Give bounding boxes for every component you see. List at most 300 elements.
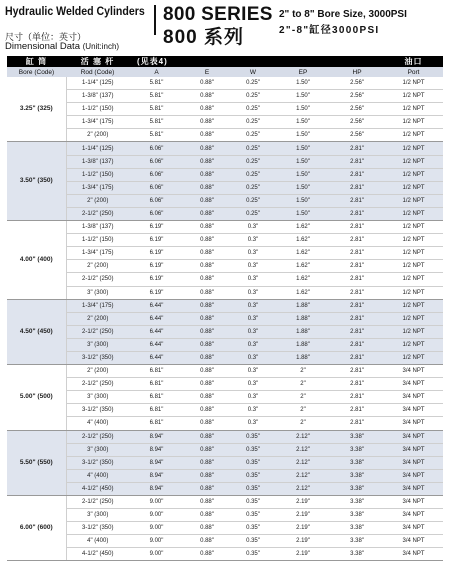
spec-subtitle-en: 2" to 8" Bore Size, 3000PSI	[279, 9, 407, 20]
cell-rod: 2" (200)	[66, 194, 129, 207]
cell-w: 0.3"	[230, 325, 276, 338]
cell-e: 0.88"	[184, 221, 230, 234]
cell-ep: 2"	[276, 365, 330, 378]
cell-rod: 2" (200)	[66, 260, 129, 273]
cell-rod: 4" (400)	[66, 469, 129, 482]
cell-a: 6.06"	[129, 181, 184, 194]
cell-hp: 2.81"	[330, 365, 384, 378]
table-row	[7, 103, 443, 116]
cell-w: 0.25"	[230, 129, 276, 142]
cell-hp: 3.38"	[330, 430, 384, 443]
table-row	[7, 456, 443, 469]
table-row	[7, 482, 443, 495]
cell-a: 6.81"	[129, 417, 184, 430]
cell-ep: 1.88"	[276, 325, 330, 338]
cell-hp: 2.81"	[330, 247, 384, 260]
cell-a: 6.81"	[129, 404, 184, 417]
cell-e: 0.88"	[184, 103, 230, 116]
cell-rod: 1-1/2" (150)	[66, 234, 129, 247]
spec-subtitle-cn: 2"-8"缸径3000PSI	[279, 25, 380, 36]
cell-e: 0.88"	[184, 417, 230, 430]
table-row	[7, 234, 443, 247]
cell-e: 0.88"	[184, 129, 230, 142]
cell-a: 6.19"	[129, 286, 184, 299]
cell-port: 1/2 NPT	[384, 168, 443, 181]
unit-label-en-main: Dimensional Data	[5, 41, 80, 52]
cell-ep: 2.12"	[276, 482, 330, 495]
table-row	[7, 260, 443, 273]
table-row	[7, 286, 443, 299]
cell-port: 1/2 NPT	[384, 181, 443, 194]
cell-port: 3/4 NPT	[384, 482, 443, 495]
table-row	[7, 417, 443, 430]
cell-a: 6.06"	[129, 207, 184, 220]
column-header-hp: HP	[330, 67, 384, 77]
cell-rod: 2-1/2" (250)	[66, 325, 129, 338]
cell-a: 6.44"	[129, 325, 184, 338]
cell-a: 6.06"	[129, 194, 184, 207]
cell-rod: 1-1/4" (125)	[66, 142, 129, 155]
cell-port: 1/2 NPT	[384, 312, 443, 325]
table-row	[7, 351, 443, 364]
cell-rod: 2-1/2" (250)	[66, 496, 129, 509]
cell-a: 5.81"	[129, 116, 184, 129]
cell-ep: 2.19"	[276, 548, 330, 561]
cell-hp: 2.81"	[330, 168, 384, 181]
cell-a: 6.06"	[129, 168, 184, 181]
table-row	[7, 181, 443, 194]
column-header-rod: Rod (Code)	[66, 67, 129, 77]
cell-w: 0.35"	[230, 535, 276, 548]
cell-port: 1/2 NPT	[384, 273, 443, 286]
cell-port: 1/2 NPT	[384, 221, 443, 234]
cell-w: 0.35"	[230, 430, 276, 443]
cell-e: 0.88"	[184, 260, 230, 273]
cell-bore: 5.50" (550)	[7, 430, 66, 495]
cell-rod: 2-1/2" (250)	[66, 273, 129, 286]
cell-hp: 3.38"	[330, 482, 384, 495]
cell-ep: 2.12"	[276, 430, 330, 443]
cell-bore: 3.25" (325)	[7, 77, 66, 142]
column-header-a: A	[129, 67, 184, 77]
cell-hp: 2.81"	[330, 181, 384, 194]
cell-hp: 2.56"	[330, 103, 384, 116]
table-row	[7, 338, 443, 351]
cell-hp: 3.38"	[330, 509, 384, 522]
cell-port: 1/2 NPT	[384, 194, 443, 207]
table-row	[7, 430, 443, 443]
cell-bore: 5.00" (500)	[7, 365, 66, 430]
table-row	[7, 207, 443, 220]
cell-rod: 3-1/2" (350)	[66, 404, 129, 417]
cell-e: 0.88"	[184, 522, 230, 535]
cell-w: 0.25"	[230, 103, 276, 116]
table-row	[7, 155, 443, 168]
cell-w: 0.25"	[230, 181, 276, 194]
table-row	[7, 404, 443, 417]
cell-a: 8.94"	[129, 482, 184, 495]
table-row	[7, 365, 443, 378]
cell-a: 6.44"	[129, 312, 184, 325]
table-row	[7, 469, 443, 482]
cell-ep: 1.62"	[276, 221, 330, 234]
cell-w: 0.25"	[230, 155, 276, 168]
cell-port: 1/2 NPT	[384, 299, 443, 312]
cell-a: 6.81"	[129, 378, 184, 391]
cell-ep: 1.50"	[276, 181, 330, 194]
cell-hp: 3.38"	[330, 469, 384, 482]
cell-hp: 2.56"	[330, 77, 384, 90]
cell-a: 6.44"	[129, 299, 184, 312]
column-header-bore: Bore (Code)	[7, 67, 66, 77]
table-row	[7, 535, 443, 548]
cell-e: 0.88"	[184, 325, 230, 338]
cell-e: 0.88"	[184, 548, 230, 561]
cell-ep: 1.88"	[276, 351, 330, 364]
cell-a: 6.19"	[129, 260, 184, 273]
cell-port: 3/4 NPT	[384, 417, 443, 430]
cell-rod: 3" (300)	[66, 509, 129, 522]
cell-rod: 1-3/8" (137)	[66, 90, 129, 103]
cell-hp: 2.81"	[330, 325, 384, 338]
cell-e: 0.88"	[184, 365, 230, 378]
cell-port: 1/2 NPT	[384, 247, 443, 260]
cell-a: 6.44"	[129, 351, 184, 364]
cell-rod: 1-3/8" (137)	[66, 155, 129, 168]
cell-ep: 1.88"	[276, 312, 330, 325]
cell-ep: 2"	[276, 404, 330, 417]
table-row	[7, 116, 443, 129]
cell-hp: 2.81"	[330, 338, 384, 351]
cell-hp: 2.81"	[330, 207, 384, 220]
column-header-port: Port	[384, 67, 443, 77]
cell-a: 6.44"	[129, 338, 184, 351]
cell-w: 0.3"	[230, 378, 276, 391]
cell-port: 3/4 NPT	[384, 391, 443, 404]
cell-port: 3/4 NPT	[384, 509, 443, 522]
cell-e: 0.88"	[184, 286, 230, 299]
cell-e: 0.88"	[184, 378, 230, 391]
cell-bore: 4.50" (450)	[7, 299, 66, 364]
cell-rod: 3" (300)	[66, 338, 129, 351]
cell-w: 0.35"	[230, 522, 276, 535]
cell-port: 1/2 NPT	[384, 129, 443, 142]
cell-port: 3/4 NPT	[384, 548, 443, 561]
cell-port: 3/4 NPT	[384, 522, 443, 535]
cn-header-rod-note: (见表4)	[129, 56, 384, 67]
cell-ep: 2.19"	[276, 522, 330, 535]
cell-e: 0.88"	[184, 509, 230, 522]
cell-e: 0.88"	[184, 312, 230, 325]
cell-hp: 2.56"	[330, 90, 384, 103]
cell-port: 3/4 NPT	[384, 443, 443, 456]
cell-rod: 4" (400)	[66, 535, 129, 548]
cell-e: 0.88"	[184, 430, 230, 443]
cell-port: 3/4 NPT	[384, 430, 443, 443]
table-row	[7, 129, 443, 142]
cell-port: 3/4 NPT	[384, 456, 443, 469]
table-row	[7, 299, 443, 312]
unit-label-en-small: (Unit:inch)	[82, 42, 120, 51]
table-row	[7, 90, 443, 103]
cell-ep: 1.50"	[276, 168, 330, 181]
cell-port: 1/2 NPT	[384, 325, 443, 338]
cell-port: 1/2 NPT	[384, 142, 443, 155]
cell-ep: 2"	[276, 378, 330, 391]
cell-w: 0.3"	[230, 312, 276, 325]
cell-ep: 1.62"	[276, 286, 330, 299]
cell-hp: 3.38"	[330, 522, 384, 535]
cell-hp: 2.81"	[330, 221, 384, 234]
dimension-table	[7, 56, 443, 561]
table-row	[7, 312, 443, 325]
cell-w: 0.3"	[230, 351, 276, 364]
cell-a: 9.00"	[129, 496, 184, 509]
cell-ep: 1.50"	[276, 129, 330, 142]
cell-e: 0.88"	[184, 351, 230, 364]
cell-w: 0.25"	[230, 168, 276, 181]
cell-a: 6.19"	[129, 273, 184, 286]
series-title-cn: 800 系列	[163, 27, 244, 48]
table-row	[7, 221, 443, 234]
cell-rod: 1-3/4" (175)	[66, 299, 129, 312]
cell-e: 0.88"	[184, 338, 230, 351]
cn-header-bore: 缸 筒	[7, 56, 66, 67]
cell-a: 8.94"	[129, 469, 184, 482]
cn-header-port: 油口	[384, 56, 443, 67]
cell-w: 0.3"	[230, 286, 276, 299]
cell-rod: 3-1/2" (350)	[66, 351, 129, 364]
cell-rod: 4" (400)	[66, 417, 129, 430]
cell-e: 0.88"	[184, 391, 230, 404]
cell-w: 0.3"	[230, 338, 276, 351]
cell-a: 5.81"	[129, 90, 184, 103]
cell-a: 6.19"	[129, 221, 184, 234]
table-row	[7, 443, 443, 456]
cell-hp: 2.81"	[330, 260, 384, 273]
cell-hp: 2.81"	[330, 273, 384, 286]
cell-a: 6.06"	[129, 142, 184, 155]
cell-port: 1/2 NPT	[384, 116, 443, 129]
cell-port: 3/4 NPT	[384, 404, 443, 417]
cell-rod: 3" (300)	[66, 391, 129, 404]
column-header-row	[7, 67, 443, 77]
cell-rod: 1-3/4" (175)	[66, 247, 129, 260]
cell-ep: 2.12"	[276, 443, 330, 456]
cell-port: 3/4 NPT	[384, 469, 443, 482]
cell-port: 1/2 NPT	[384, 260, 443, 273]
cell-a: 9.00"	[129, 548, 184, 561]
cell-ep: 1.50"	[276, 90, 330, 103]
cell-a: 6.06"	[129, 155, 184, 168]
cell-w: 0.25"	[230, 116, 276, 129]
cell-rod: 1-1/2" (150)	[66, 168, 129, 181]
cell-e: 0.88"	[184, 234, 230, 247]
cell-e: 0.88"	[184, 142, 230, 155]
cell-a: 5.81"	[129, 77, 184, 90]
cell-bore: 4.00" (400)	[7, 221, 66, 300]
cell-hp: 3.38"	[330, 548, 384, 561]
cell-hp: 3.38"	[330, 496, 384, 509]
unit-label-cn: 尺寸（单位：英寸）	[5, 32, 87, 42]
cell-port: 3/4 NPT	[384, 496, 443, 509]
table-row	[7, 548, 443, 561]
cell-a: 5.81"	[129, 129, 184, 142]
cell-ep: 2.19"	[276, 535, 330, 548]
cell-e: 0.88"	[184, 469, 230, 482]
cell-w: 0.35"	[230, 548, 276, 561]
cell-port: 1/2 NPT	[384, 351, 443, 364]
brand-title: Hydraulic Welded Cylinders	[5, 6, 145, 18]
cell-bore: 3.50" (350)	[7, 142, 66, 221]
cell-e: 0.88"	[184, 404, 230, 417]
cell-ep: 2"	[276, 391, 330, 404]
cell-rod: 1-3/8" (137)	[66, 221, 129, 234]
cell-port: 3/4 NPT	[384, 535, 443, 548]
cell-e: 0.88"	[184, 194, 230, 207]
cell-e: 0.88"	[184, 90, 230, 103]
cell-ep: 1.50"	[276, 155, 330, 168]
cell-w: 0.3"	[230, 417, 276, 430]
cell-w: 0.25"	[230, 90, 276, 103]
cell-hp: 2.81"	[330, 312, 384, 325]
cell-ep: 2.19"	[276, 496, 330, 509]
cell-w: 0.25"	[230, 207, 276, 220]
cell-w: 0.25"	[230, 142, 276, 155]
table-body	[7, 77, 443, 561]
cell-hp: 2.56"	[330, 116, 384, 129]
cell-w: 0.3"	[230, 391, 276, 404]
unit-label-en	[5, 41, 119, 52]
cell-rod: 3" (300)	[66, 286, 129, 299]
cell-a: 6.81"	[129, 391, 184, 404]
cell-port: 1/2 NPT	[384, 155, 443, 168]
cell-port: 1/2 NPT	[384, 338, 443, 351]
table-row	[7, 273, 443, 286]
cell-hp: 2.56"	[330, 129, 384, 142]
cell-e: 0.88"	[184, 116, 230, 129]
cell-hp: 2.81"	[330, 299, 384, 312]
cell-w: 0.35"	[230, 456, 276, 469]
table-row	[7, 247, 443, 260]
cell-w: 0.3"	[230, 299, 276, 312]
cell-ep: 1.62"	[276, 260, 330, 273]
cell-w: 0.3"	[230, 365, 276, 378]
series-title-en: 800 SERIES	[163, 4, 273, 25]
cell-rod: 1-1/4" (125)	[66, 77, 129, 90]
cell-rod: 4-1/2" (450)	[66, 482, 129, 495]
table-row	[7, 194, 443, 207]
cell-w: 0.35"	[230, 509, 276, 522]
cell-e: 0.88"	[184, 273, 230, 286]
cell-w: 0.35"	[230, 443, 276, 456]
cell-hp: 2.81"	[330, 391, 384, 404]
cn-header-row	[7, 56, 443, 67]
cell-a: 6.19"	[129, 234, 184, 247]
cell-ep: 1.62"	[276, 273, 330, 286]
cell-rod: 3" (300)	[66, 443, 129, 456]
cell-ep: 2.19"	[276, 509, 330, 522]
cell-w: 0.3"	[230, 221, 276, 234]
cell-port: 3/4 NPT	[384, 378, 443, 391]
cell-e: 0.88"	[184, 496, 230, 509]
table-row	[7, 168, 443, 181]
cn-header-rod: 活 塞 杆	[66, 56, 129, 67]
cell-port: 1/2 NPT	[384, 103, 443, 116]
cell-rod: 4-1/2" (450)	[66, 548, 129, 561]
cell-ep: 2.12"	[276, 456, 330, 469]
cell-port: 1/2 NPT	[384, 286, 443, 299]
table-row	[7, 378, 443, 391]
cell-rod: 2-1/2" (250)	[66, 430, 129, 443]
cell-rod: 2" (200)	[66, 365, 129, 378]
table-row	[7, 142, 443, 155]
cell-e: 0.88"	[184, 207, 230, 220]
cell-ep: 1.88"	[276, 299, 330, 312]
cell-e: 0.88"	[184, 535, 230, 548]
cell-hp: 2.81"	[330, 286, 384, 299]
table-row	[7, 77, 443, 90]
cell-e: 0.88"	[184, 168, 230, 181]
cell-ep: 2.12"	[276, 469, 330, 482]
cell-hp: 3.38"	[330, 456, 384, 469]
cell-w: 0.35"	[230, 482, 276, 495]
cell-w: 0.3"	[230, 273, 276, 286]
cell-hp: 2.81"	[330, 378, 384, 391]
cell-rod: 1-1/2" (150)	[66, 103, 129, 116]
cell-hp: 2.81"	[330, 142, 384, 155]
cell-ep: 1.62"	[276, 234, 330, 247]
cell-a: 9.00"	[129, 509, 184, 522]
cell-port: 1/2 NPT	[384, 90, 443, 103]
column-header-ep: EP	[276, 67, 330, 77]
cell-rod: 3-1/2" (350)	[66, 456, 129, 469]
cell-hp: 2.81"	[330, 234, 384, 247]
page-header	[0, 0, 450, 56]
cell-port: 1/2 NPT	[384, 207, 443, 220]
table-row	[7, 325, 443, 338]
table-row	[7, 509, 443, 522]
cell-e: 0.88"	[184, 299, 230, 312]
cell-a: 9.00"	[129, 522, 184, 535]
cell-w: 0.3"	[230, 260, 276, 273]
cell-w: 0.3"	[230, 234, 276, 247]
table-row	[7, 496, 443, 509]
cell-rod: 1-3/4" (175)	[66, 116, 129, 129]
cell-rod: 2" (200)	[66, 312, 129, 325]
cell-ep: 1.50"	[276, 207, 330, 220]
cell-hp: 2.81"	[330, 417, 384, 430]
cell-a: 8.94"	[129, 456, 184, 469]
cell-a: 8.94"	[129, 430, 184, 443]
cell-e: 0.88"	[184, 77, 230, 90]
cell-ep: 2"	[276, 417, 330, 430]
cell-ep: 1.50"	[276, 116, 330, 129]
cell-w: 0.3"	[230, 247, 276, 260]
cell-e: 0.88"	[184, 181, 230, 194]
cell-e: 0.88"	[184, 482, 230, 495]
cell-rod: 2" (200)	[66, 129, 129, 142]
cell-ep: 1.50"	[276, 194, 330, 207]
cell-w: 0.25"	[230, 77, 276, 90]
cell-a: 9.00"	[129, 535, 184, 548]
cell-a: 8.94"	[129, 443, 184, 456]
cell-e: 0.88"	[184, 155, 230, 168]
cell-bore: 6.00" (600)	[7, 496, 66, 561]
cell-rod: 2-1/2" (250)	[66, 207, 129, 220]
cell-w: 0.3"	[230, 404, 276, 417]
column-header-w: W	[230, 67, 276, 77]
